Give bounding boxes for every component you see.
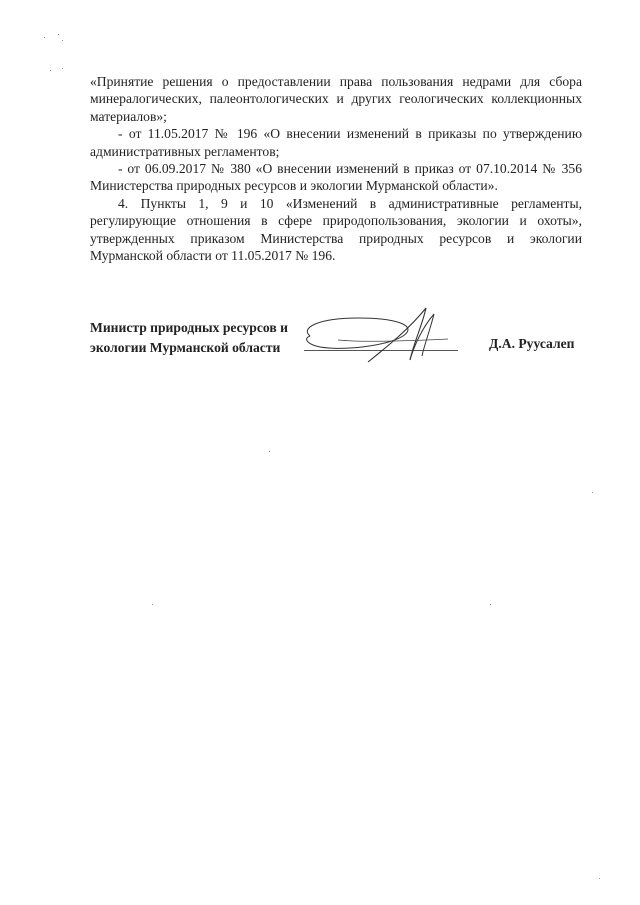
- paragraph-amendment-196: - от 11.05.2017 № 196 «О внесении изменений в приказы по утверждению административных регламентов;: [90, 126, 582, 159]
- paragraph-item-4: 4. Пункты 1, 9 и 10 «Изменений в административные регламенты, регулирующие отношения в сфере природопользования, экологии и охоты», утвержденных приказом Министерства природных ресурсов и экологии Мурманской области от 11.05.2017 № 196.: [90, 195, 582, 264]
- handwritten-signature: [298, 306, 458, 376]
- signature-block: [90, 318, 590, 388]
- scan-speck: [50, 70, 51, 71]
- scan-speck: [44, 37, 45, 38]
- paragraph-amendment-380: - от 06.09.2017 № 380 «О внесении изменений в приказ от 07.10.2014 № 356 Министерства природных ресурсов и экологии Мурманской области».: [90, 161, 582, 194]
- scan-speck: [599, 878, 600, 879]
- scan-speck: [62, 68, 63, 69]
- paragraph-regulation-title: «Принятие решения о предоставлении права пользования недрами для сбора минералогических, палеонтологических и других геологических коллекционных материалов»;: [90, 74, 582, 124]
- signatory-position-line2: экологии Мурманской области: [90, 339, 281, 355]
- scan-speck: [490, 604, 491, 605]
- scan-speck: [58, 34, 59, 35]
- scan-speck: [269, 451, 270, 452]
- scan-speck: [592, 492, 593, 493]
- signatory-name: Д.А. Руусалеп: [489, 336, 575, 351]
- document-body: [90, 73, 582, 264]
- signatory-position-line1: Министр природных ресурсов и: [90, 320, 288, 335]
- signatory-position: [90, 318, 288, 357]
- scan-speck: [62, 40, 63, 41]
- scan-speck: [152, 604, 153, 605]
